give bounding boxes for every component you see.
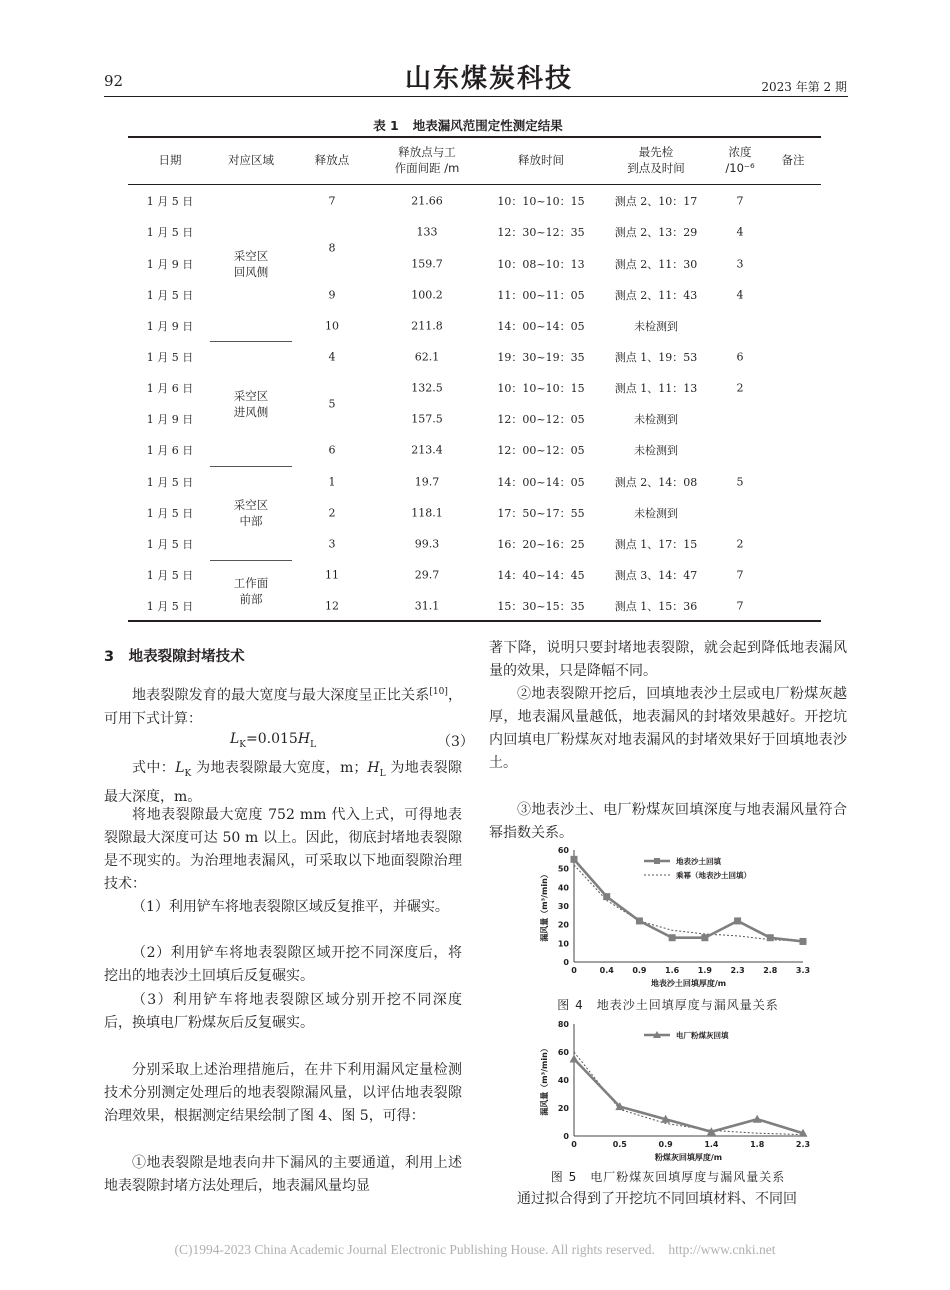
table-cell-time: 15：30~15：35 [497,600,585,613]
y-tick-label: 30 [557,902,569,911]
y-tick-label: 40 [557,1076,569,1085]
y-tick-label: 80 [557,1020,569,1029]
x-tick-label: 0.9 [632,966,647,975]
table-top-rule [128,136,821,138]
x-tick-label: 1.8 [750,1140,765,1149]
table-title-text: 地表漏风范围定性测定结果 [412,118,563,133]
page-number: 92 [104,72,124,90]
paragraph: ③地表沙土、电厂粉煤灰回填深度与地表漏风量符合幂指数关系。 [489,802,847,841]
table-header-cell: 释放点 [314,153,350,167]
table-cell-first-detect: 未检测到 [634,413,678,426]
y-tick-label: 50 [557,864,569,874]
table-bottom-rule [128,620,821,622]
table-cell-time: 10：08~10：13 [497,258,585,271]
section-number: 3 [104,649,115,665]
table-cell-date: 1 月 5 日 [146,538,194,551]
paragraph: 分别采取上述治理措施后，在井下利用漏风定量检测技术分别测定处理后的地表裂隙漏风量，以评估地表裂隙治理效果，根据测定结果绘制了图 4、图 5，可得： [104,1062,462,1124]
table-cell-date: 1 月 5 日 [146,476,194,489]
x-axis-label: 地表沙土回填厚度/m [650,979,727,988]
data-point [800,938,807,945]
data-point [603,893,610,900]
table-cell-concentration: 2 [736,381,744,395]
table-cell-first-detect: 测点 2、11：30 [614,258,698,271]
table-cell-first-detect: 未检测到 [634,320,678,333]
table-label: 表 1 [373,118,399,133]
table-cell-point: 9 [328,288,336,302]
table-cell-date: 1 月 5 日 [146,289,194,302]
x-tick-label: 2.3 [730,966,745,975]
table-header-cell: 备注 [781,153,805,167]
paragraph: 著下降，说明只要封堵地表裂隙，就会起到降低地表漏风量的效果，只是降幅不同。 [489,640,847,679]
y-tick-label: 10 [557,939,569,949]
y-tick-label: 60 [557,1048,569,1057]
table-cell-first-detect: 测点 1、11：13 [614,382,698,395]
formula-number: （3） [437,734,474,750]
y-tick-label: 20 [557,920,569,930]
x-tick-label: 0 [571,966,577,975]
paragraph: ①地表裂隙是地表向井下漏风的主要通道，利用上述地表裂隙封堵方法处理后，地表漏风量均显 [104,1155,462,1194]
table-cell-point: 7 [328,194,336,208]
legend-label: 地表沙土回填 [676,857,721,866]
table-cell-distance: 211.8 [411,319,443,333]
table-cell-time: 14：00~14：05 [497,476,585,489]
table-cell-point: 4 [328,350,336,364]
table-cell-first-detect: 测点 1、19：53 [614,351,698,364]
table-cell-concentration: 7 [736,568,744,582]
table-cell-distance: 31.1 [414,599,440,613]
table-cell-time: 16：20~16：25 [497,538,585,551]
paragraph: 地表裂隙发育的最大宽度与最大深度呈正比关系[10]，可用下式计算： [104,687,463,727]
table-cell-time: 12：00~12：05 [497,444,585,457]
header-rule [104,96,848,97]
data-point [753,1115,762,1123]
table-cell-point: 8 [328,241,336,255]
y-tick-label: 40 [557,883,569,893]
data-point [669,934,676,941]
table-cell-date: 1 月 6 日 [146,382,194,395]
issue-label: 2023 年第 2 期 [761,80,847,94]
table-cell-point: 3 [328,537,336,551]
x-tick-label: 0.9 [658,1140,673,1149]
table-cell-date: 1 月 9 日 [146,320,194,333]
table-cell-zone: 采空区 中部 [233,498,269,528]
x-tick-label: 0.5 [612,1140,627,1149]
table-cell-first-detect: 测点 1、15：36 [614,600,698,613]
y-tick-label: 0 [563,1132,569,1141]
data-point [571,856,578,863]
table-cell-time: 12：30~12：35 [497,226,585,239]
table-header-cell: 日期 [158,153,182,167]
paragraph: （2）利用铲车将地表裂隙区域开挖不同深度后，将挖出的地表沙土回填后反复碾实。 [104,945,462,984]
section-heading [104,645,245,666]
table-cell-zone: 采空区 进风侧 [233,389,269,419]
data-point [734,917,741,924]
table-cell-concentration: 7 [736,599,744,613]
table-cell-concentration: 4 [736,288,744,302]
data-point [701,934,708,941]
table-cell-distance: 100.2 [411,288,443,302]
table-cell-time: 14：00~14：05 [497,320,585,333]
table-cell-point: 1 [328,475,336,489]
table-cell-distance: 62.1 [414,350,440,364]
table-cell-time: 10：10~10：15 [497,195,585,208]
table-cell-point: 11 [325,568,339,582]
x-tick-label: 1.4 [704,1140,719,1149]
x-tick-label: 3.3 [795,966,811,975]
table-cell-concentration: 5 [736,475,744,489]
table-header-rule [128,184,821,185]
table-cell-date: 1 月 6 日 [146,444,194,457]
table-cell-time: 11：00~11：05 [497,289,585,302]
table-cell-point: 6 [328,443,336,457]
table-cell-date: 1 月 5 日 [146,195,194,208]
table-cell-date: 1 月 5 日 [146,351,194,364]
table-cell-point: 2 [328,506,336,520]
table-cell-time: 17：50~17：55 [497,507,585,520]
table-header-cell: 浓度 /10⁻⁶ [725,145,755,175]
table-cell-first-detect: 测点 3、14：47 [614,569,698,582]
section-title: 地表裂隙封堵技术 [128,649,245,665]
paragraph: （3）利用铲车将地表裂隙区域分别开挖不同深度后，换填电厂粉煤灰后反复碾实。 [104,992,462,1031]
table-title [0,116,950,134]
copyright-footer: (C)1994-2023 China Academic Journal Electronic Publishing House. All rights reserved. http://www.cnki.net [174,1242,776,1257]
table-cell-time: 19：30~19：35 [497,351,585,364]
table-cell-distance: 99.3 [414,537,440,551]
table-cell-concentration: 2 [736,537,744,551]
x-tick-label: 1.6 [665,966,680,975]
y-tick-label: 0 [563,958,569,967]
table-cell-distance: 159.7 [411,257,443,271]
y-tick-label: 60 [557,846,569,855]
y-tick-label: 20 [557,1104,569,1113]
table-cell-distance: 213.4 [411,443,443,457]
table-cell-point: 10 [325,319,339,333]
legend-label: 乘幂（地表沙土回填） [676,871,751,880]
paragraph: 通过拟合得到了开挖坑不同回填材料、不同回 [517,1191,797,1207]
table-cell-date: 1 月 5 日 [146,226,194,239]
paragraph: ②地表裂隙开挖后，回填地表沙土层或电厂粉煤灰越厚，地表漏风量越低，地表漏风的封堵效果越好。开挖坑内回填电厂粉煤灰对地表漏风的封堵效果好于回填地表沙土。 [489,686,847,771]
table-header-cell: 释放时间 [518,153,564,167]
table-cell-concentration: 7 [736,194,744,208]
table-cell-point: 12 [325,599,339,613]
paragraph: 式中：$L_K$ 为地表裂隙最大宽度，m；$H_L$ 为地表裂隙最大深度，m。 [104,760,463,805]
x-tick-label: 0 [571,1140,577,1149]
table-cell-distance: 21.66 [411,194,443,208]
table-cell-first-detect: 测点 2、11：43 [614,289,698,302]
paragraph: （1）利用铲车将地表裂隙区域反复推平，并碾实。 [132,899,449,915]
paragraph: 将地表裂隙最大宽度 752 mm 代入上式，可得地表裂隙最大深度可达 50 m 以上。因此，彻底封堵地表裂隙是不现实的。为治理地表漏风，可采取以下地面裂隙治理技术： [104,807,462,892]
table-header-cell: 对应区域 [228,153,274,167]
table-cell-first-detect: 测点 2、14：08 [614,476,698,489]
table-header-cell: 释放点与工 作面间距 /m [394,145,460,175]
table-cell-concentration: 6 [736,350,744,364]
figure-5-chart [520,1016,820,1164]
table-cell-date: 1 月 5 日 [146,569,194,582]
table-cell-first-detect: 未检测到 [634,507,678,520]
journal-name: 山东煤炭科技 [405,64,574,94]
table-cell-zone: 采空区 回风侧 [233,249,269,279]
table-cell-time: 12：00~12：05 [497,413,585,426]
table-cell-point: 5 [328,397,336,410]
table-cell-concentration: 3 [736,257,744,271]
legend-marker [654,858,660,864]
table-cell-date: 1 月 9 日 [146,258,194,271]
table-cell-concentration: 4 [736,225,744,239]
table-cell-first-detect: 测点 1、17：15 [614,538,698,551]
table-cell-first-detect: 未检测到 [634,444,678,457]
table-cell-zone: 工作面 前部 [233,576,269,606]
table-cell-date: 1 月 9 日 [146,413,194,426]
table-cell-date: 1 月 5 日 [146,600,194,613]
table-cell-distance: 132.5 [411,381,443,395]
figure-4-chart [520,842,820,990]
x-tick-label: 1.9 [697,966,712,975]
formula: $L_K=0.015H_L$ [230,731,317,750]
x-tick-label: 2.3 [795,1140,811,1149]
table-cell-distance: 29.7 [414,568,440,582]
x-axis-label: 粉煤灰回填厚度/m [654,1153,723,1162]
data-point [767,934,774,941]
table-cell-distance: 157.5 [411,412,443,426]
zone-divider [210,560,292,561]
table-cell-distance: 19.7 [414,475,440,489]
x-tick-label: 0.4 [599,966,614,975]
y-axis-label: 漏风量（m³/min） [540,1044,549,1116]
figure-5-caption: 图 5 电厂粉煤灰回填厚度与漏风量关系 [550,1170,786,1184]
table-cell-first-detect: 测点 2、13：29 [614,226,698,239]
zone-divider [210,341,292,342]
table-cell-date: 1 月 5 日 [146,507,194,520]
table-cell-time: 10：10~10：15 [497,382,585,395]
table-cell-distance: 133 [416,225,438,239]
series-line [574,1059,803,1133]
y-axis-label: 漏风量（m³/min） [540,870,549,942]
table-header-cell: 最先检 到点及时间 [627,145,685,175]
zone-divider [210,466,292,467]
table-cell-first-detect: 测点 2、10：17 [614,195,698,208]
table-cell-distance: 118.1 [411,506,443,520]
legend-label: 电厂粉煤灰回填 [676,1031,729,1040]
data-point [636,917,643,924]
citation: [10] [429,687,448,697]
table-cell-time: 14：40~14：45 [497,569,585,582]
figure-4-caption: 图 4 地表沙土回填厚度与漏风量关系 [557,998,779,1012]
x-tick-label: 2.8 [763,966,778,975]
